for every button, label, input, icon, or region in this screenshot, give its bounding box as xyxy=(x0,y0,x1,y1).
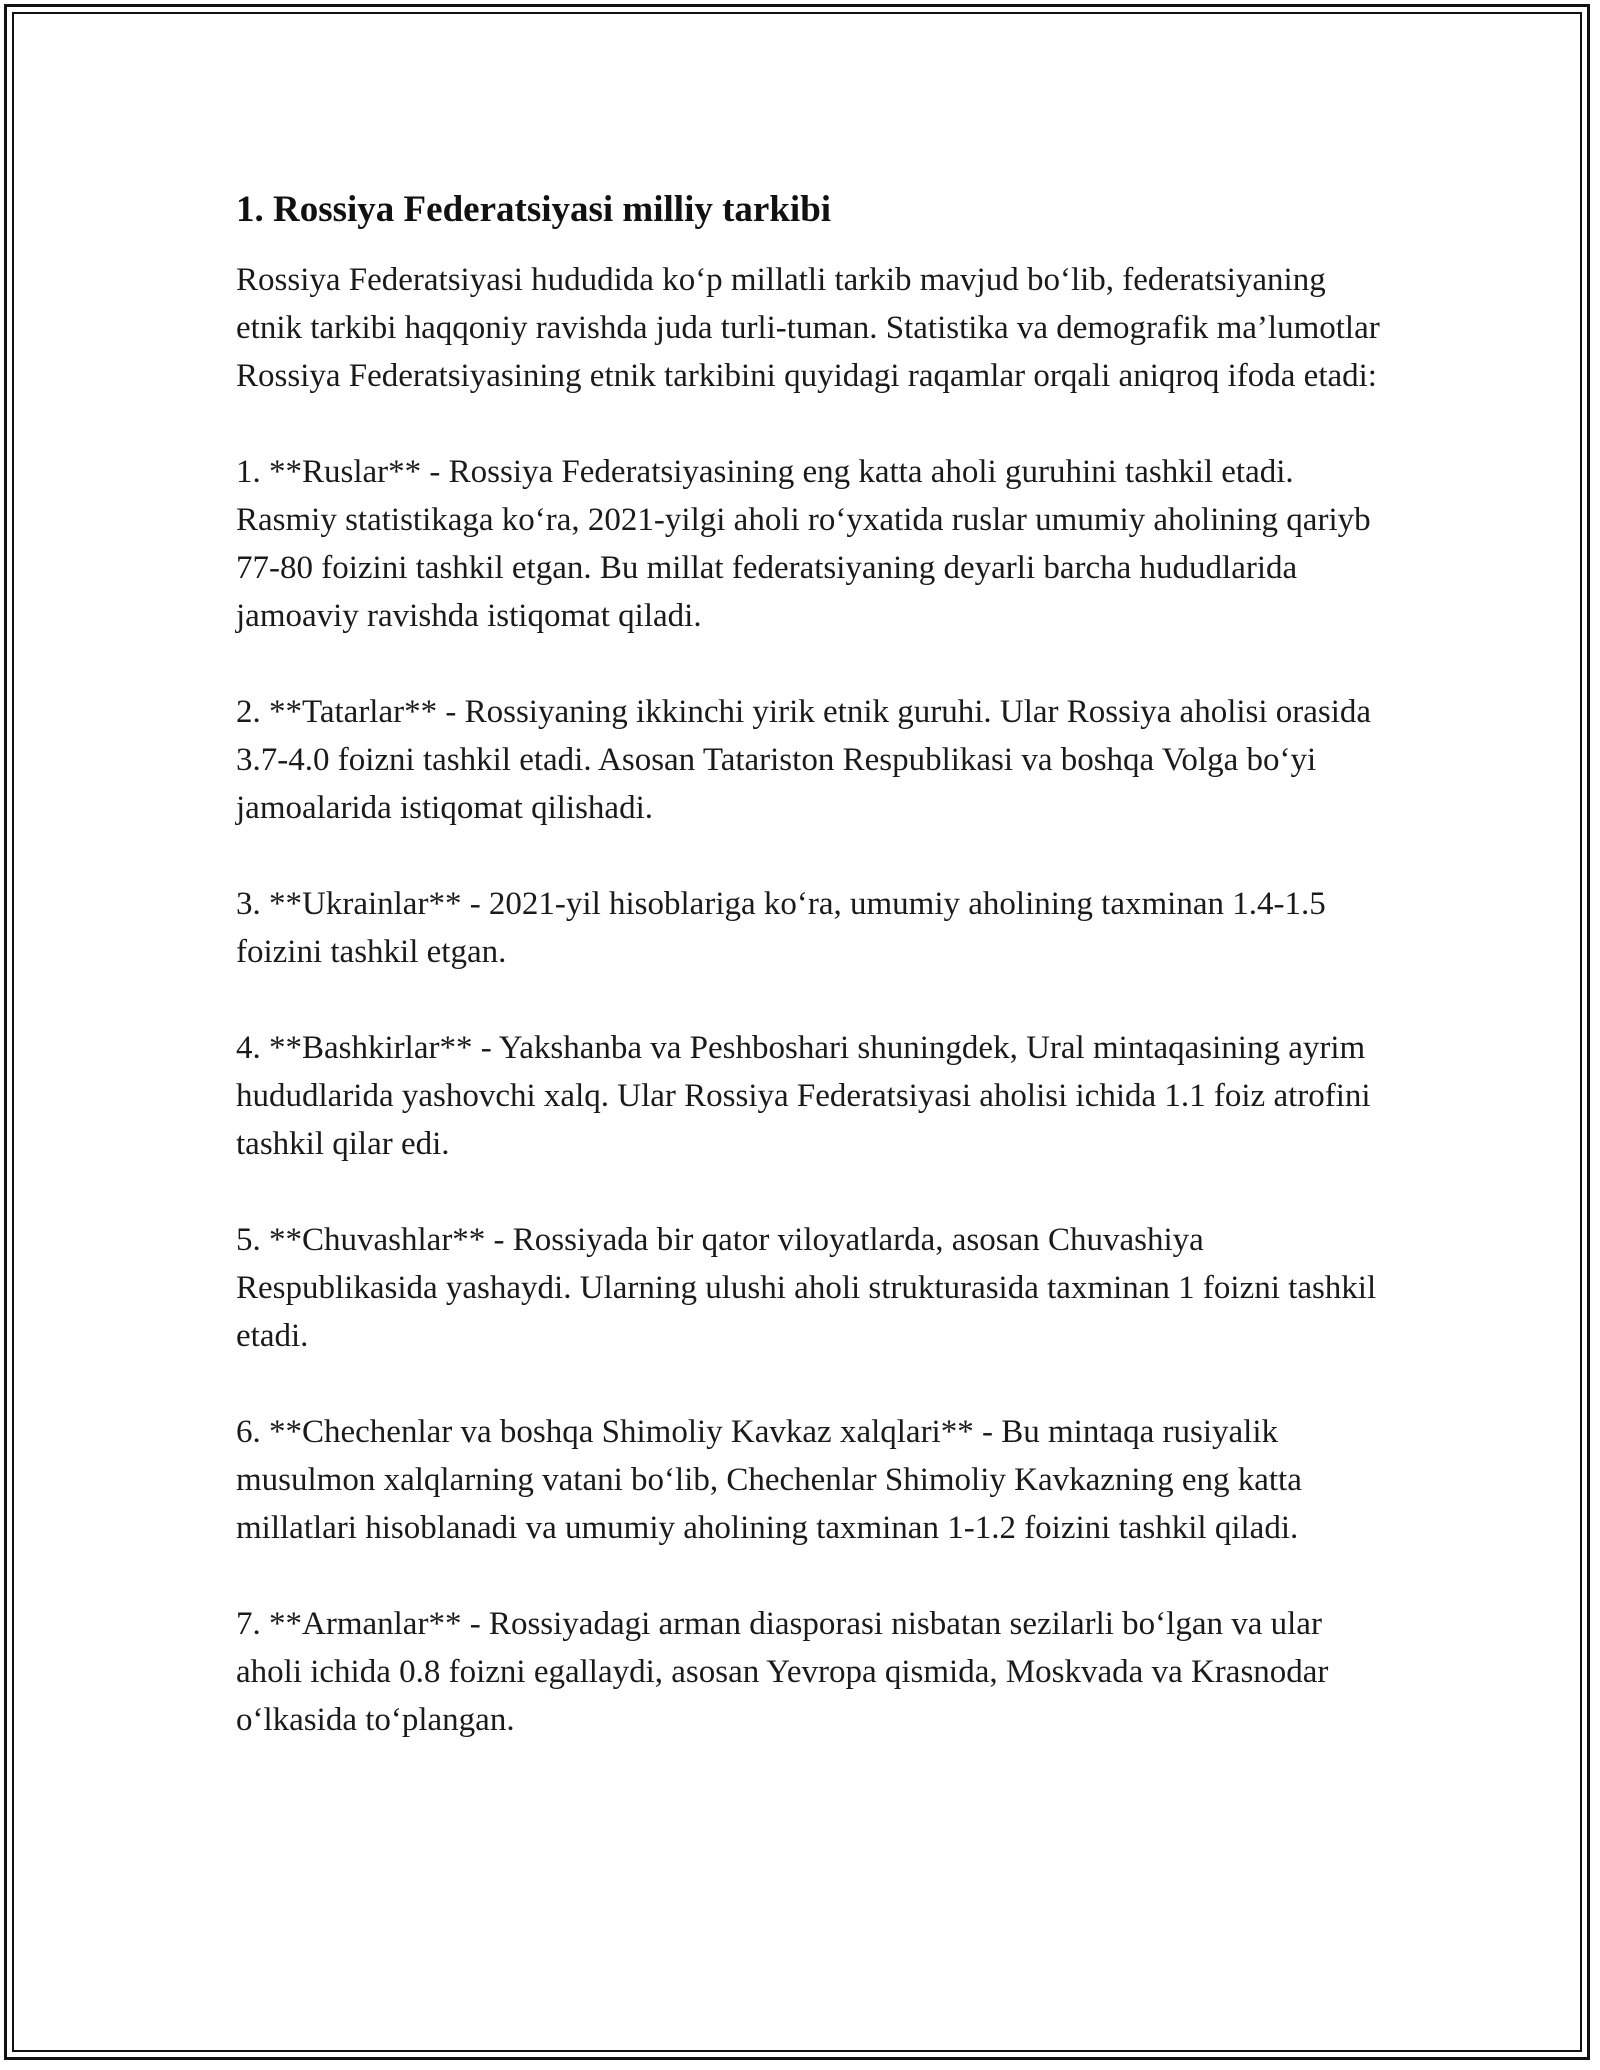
list-item-tatarlar: 2. **Tatarlar** - Rossiyaning ikkinchi yirik etnik guruhi. Ular Rossiya aholisi orasida 3.7-4.0 foizni tashkil etadi. Asosan Tatariston Respublikasi va boshqa Volga bo‘yi jamoalarida istiqomat qilishadi. xyxy=(236,694,1372,826)
document-title: 1. Rossiya Federatsiyasi milliy tarkibi xyxy=(236,189,832,230)
list-item-ukrainlar: 3. **Ukrainlar** - 2021-yil hisoblariga ko‘ra, umumiy aholining taxminan 1.4-1.5 foizini tashkil etgan. xyxy=(236,886,1326,970)
list-item-chechenlar: 6. **Chechenlar va boshqa Shimoliy Kavkaz xalqlari** - Bu mintaqa rusiyalik musulmon xalqlarning vatani bo‘lib, Chechenlar Shimoliy Kavkazning eng katta millatlari hisoblanadi va umumiy aholining taxminan 1-1.2 foizini tashkil qiladi. xyxy=(236,1414,1302,1546)
list-item-bashkirlar: 4. **Bashkirlar** - Yakshanba va Peshboshari shuningdek, Ural mintaqasining ayrim hududlarida yashovchi xalq. Ular Rossiya Federatsiyasi aholisi ichida 1.1 foiz atrofini tashkil qilar edi. xyxy=(236,1030,1371,1162)
list-item-ruslar: 1. **Ruslar** - Rossiya Federatsiyasining eng katta aholi guruhini tashkil etadi. Rasmiy statistikaga ko‘ra, 2021-yilgi aholi ro‘yxatida ruslar umumiy aholining qariyb 77-80 foizini tashkil etgan. Bu millat federatsiyaning deyarli barcha hududlarida jamoaviy ravishda istiqomat qiladi. xyxy=(236,454,1371,634)
list-item-armanlar: 7. **Armanlar** - Rossiyadagi arman diasporasi nisbatan sezilarli bo‘lgan va ular aholi ichida 0.8 foizni egallaydi, asosan Yevropa qismida, Moskvada va Krasnodar o‘lkasida to‘plangan. xyxy=(236,1606,1329,1738)
document-body xyxy=(236,186,1396,1792)
intro-paragraph: Rossiya Federatsiyasi hududida ko‘p millatli tarkib mavjud bo‘lib, federatsiyaning etnik tarkibi haqqoniy ravishda juda turli-tuman. Statistika va demografik ma’lumotlar Rossiya Federatsiyasining etnik tarkibini quyidagi raqamlar orqali aniqroq ifoda etadi: xyxy=(236,262,1380,394)
list-item-chuvashlar: 5. **Chuvashlar** - Rossiyada bir qator viloyatlarda, asosan Chuvashiya Respublikasida yashaydi. Ularning ulushi aholi strukturasida taxminan 1 foizni tashkil etadi. xyxy=(236,1222,1377,1354)
